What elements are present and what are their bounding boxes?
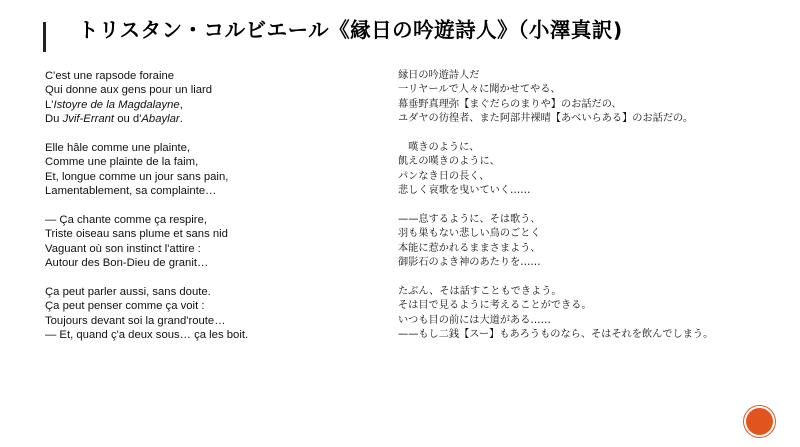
french-line [45,83,375,97]
slide-title: トリスタン・コルビエール《縁日の吟遊詩人》（小澤真訳) [78,18,623,42]
japanese-stanza [398,69,778,127]
japanese-line: ユダヤの彷徨者、また阿部井裸晴【あべいらある】のお話だの。 [398,113,694,125]
french-text: ou d' [114,113,142,126]
french-stanza [45,213,375,271]
french-text: L' [45,98,54,111]
japanese-line: 御影石のよき神のあたりを…… [398,257,541,269]
japanese-stanza [398,141,778,199]
french-text: Ça peut penser comme ça voit : [45,300,205,313]
japanese-line: パンなき日の長く、 [398,170,490,182]
french-text: Du [45,113,63,126]
french-stanza [45,285,375,343]
french-line [45,285,375,299]
japanese-line: ——もし二銭【スー】もあろうものなら、そはそれを飲んでしまう。 [398,329,714,341]
french-text: Autour des Bon-Dieu de granit… [45,257,209,270]
french-line [45,98,375,112]
japanese-line: そは目で見るように考えることができる。 [398,300,592,312]
french-text: Triste oiseau sans plume et sans nid [45,228,228,241]
japanese-line: いつも目の前には大道がある…… [398,314,551,326]
french-line [45,69,375,83]
title-accent-bar [43,22,46,52]
french-text: — Et, quand ç'a deux sous… ça les boit. [45,329,249,342]
japanese-line: 嘆きのように、 [398,142,480,154]
french-text: Istoyre de la Magdalayne [53,98,180,111]
french-line [45,227,375,241]
japanese-stanza [398,285,778,343]
french-stanza [45,69,375,127]
french-line [45,299,375,313]
french-line [45,170,375,184]
french-line [45,141,375,155]
french-line [45,314,375,328]
french-text: — Ça chante comme ça respire, [45,214,207,227]
japanese-line: 飢えの嘆きのように、 [398,156,500,168]
japanese-line: 本能に惹かれるままさまよう、 [398,242,541,254]
french-stanza [45,141,375,199]
japanese-translation [398,69,778,357]
french-text: Jvif-Errant [62,113,115,126]
french-text: Elle hâle comme une plainte, [45,142,191,155]
japanese-line: 羽も巣もない悲しい鳥のごとく [398,228,541,240]
french-text: Ça peut parler aussi, sans doute. [45,286,211,299]
french-text: , [179,98,183,111]
french-text: Comme une plainte de la faim, [45,156,199,169]
french-text: Vaguant où son instinct l'attire : [45,242,201,255]
french-text: Lamentablement, sa complainte… [45,185,217,198]
japanese-line: ——息するように、そは歌う、 [398,214,541,226]
french-line [45,242,375,256]
french-text: Abaylar [141,113,180,126]
french-line [45,328,375,342]
slide-number-badge [746,408,773,435]
french-line [45,184,375,198]
japanese-line: 幕垂野真理弥【まぐだらのまりや】のお話だの、 [398,98,622,110]
french-text: C'est une rapsode foraine [45,70,175,82]
french-line [45,213,375,227]
french-poem [45,69,375,357]
french-text: Et, longue comme un jour sans pain, [45,170,229,183]
japanese-line: 悲しく哀歌を曳いていく…… [398,185,531,197]
french-text: Toujours devant soi la grand'route… [45,314,226,327]
french-text: Qui donne aux gens pour un liard [45,84,213,97]
french-line [45,256,375,270]
french-line [45,112,375,126]
japanese-stanza [398,213,778,271]
japanese-line: 縁日の吟遊詩人だ [398,70,480,81]
french-line [45,155,375,169]
french-text: . [179,113,183,126]
japanese-line: たぶん、そは話すこともできよう。 [398,286,562,298]
japanese-line: 一リヤールで人々に聞かせてやる、 [398,84,561,96]
